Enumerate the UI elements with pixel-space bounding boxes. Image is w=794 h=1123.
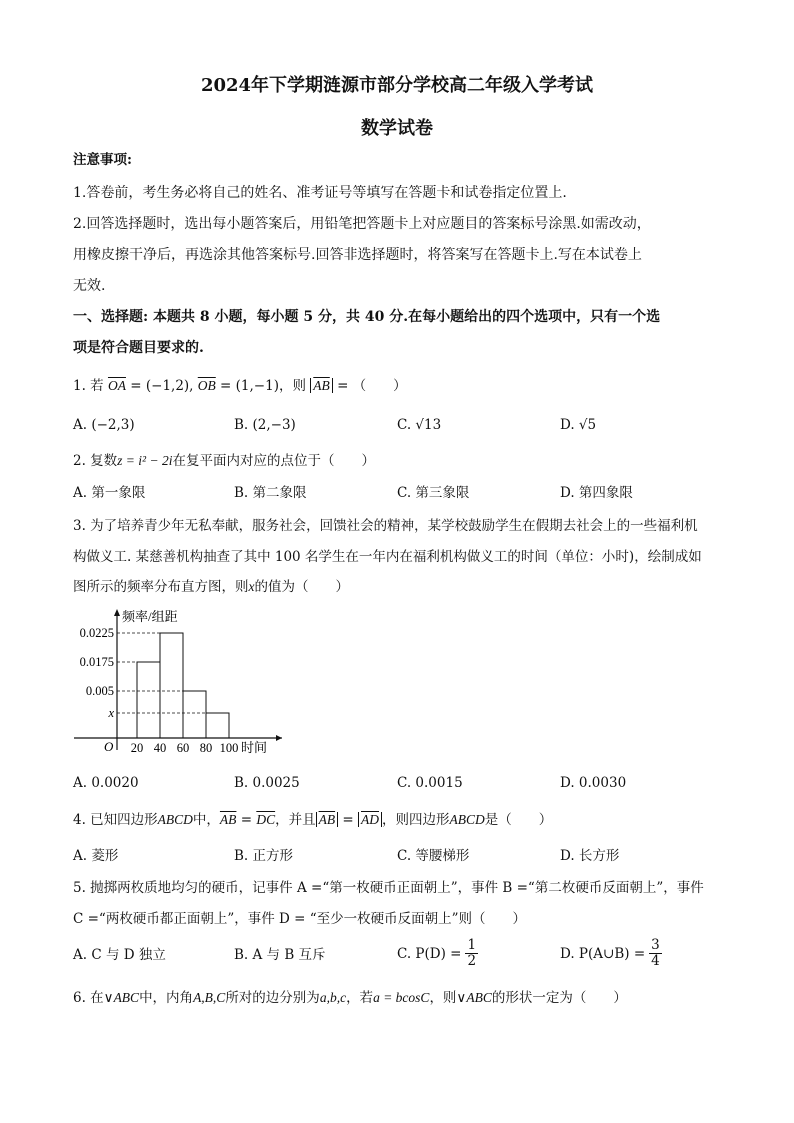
q1-option-c: C. √13 [397, 417, 442, 433]
q2-stem-a: 2. 复数 [73, 453, 118, 469]
y-axis-label: 频率/组距 [122, 609, 178, 624]
q6-a: 6. 在∨ [73, 990, 114, 1006]
histogram-bar [137, 662, 160, 738]
q5-option-b: B. A 与 B 互斥 [234, 947, 326, 963]
q5-option-a: A. C 与 D 独立 [73, 947, 166, 963]
q4-option-a: A. 菱形 [73, 848, 119, 864]
q4-vector-ab: $\overline{AB}$ [219, 812, 237, 827]
y-tick-label: x [108, 706, 114, 720]
q1-ab-magnitude: $\overline{AB}$ [310, 378, 333, 393]
q6-c: 所对的边分别为 [225, 990, 320, 1006]
x-tick-label: 60 [176, 741, 190, 755]
q2-option-d: D. 第四象限 [560, 485, 633, 501]
q1-vector-ob: $\overline{OB}$ [197, 378, 216, 393]
q4-quad: ABCD [157, 812, 193, 827]
q5-option-d-denominator: 4 [651, 953, 660, 969]
q4-option-b: B. 正方形 [234, 848, 294, 864]
question-5-line2: C =“两枚硬币都正面朝上”，事件 D = “至少一枚硬币反面朝上”则（ ） [73, 911, 527, 927]
y-tick-label: 0.0225 [79, 626, 114, 640]
q1-vector-oa: $\overline{OA}$ [107, 378, 126, 393]
x-tick-label: 20 [130, 741, 144, 755]
q4-option-c: C. 等腰梯形 [397, 848, 470, 864]
q1-oa-value: = (−1,2), [125, 378, 194, 394]
notice-item-1: 1.答卷前，考生务必将自己的姓名、准考证号等填写在答题卡和试卷指定位置上. [73, 185, 567, 201]
x-axis-label: 时间 [241, 740, 268, 755]
question-2-stem [73, 451, 375, 471]
q1-option-d: D. √5 [560, 417, 597, 433]
q5-option-c-lhs: C. P(D) = [397, 945, 462, 962]
notice-heading: 注意事项: [73, 152, 132, 168]
question-4-stem [73, 810, 552, 830]
q5-option-d-numerator: 3 [651, 937, 660, 953]
question-3-line3 [73, 577, 349, 597]
q4-option-d: D. 长方形 [560, 848, 620, 864]
q4-eq2: = [338, 812, 358, 828]
histogram-bar [206, 713, 229, 738]
q5-option-c-numerator: 1 [467, 937, 477, 953]
x-tick-label: 80 [199, 741, 213, 755]
q5-option-c-fraction [465, 938, 478, 969]
q6-sides: a,b,c [319, 990, 347, 1005]
q1-option-b: B. (2,−3) [234, 417, 296, 433]
q3-line3-a: 图所示的频率分布直方图，则 [73, 579, 249, 595]
question-5-line1: 5. 抛掷两枚质地均匀的硬币，记事件 A =“第一枚硬币正面朝上”，事件 B =“第二枚硬币反面朝上”，事件 [73, 880, 704, 896]
q4-ad-magnitude: $\overline{AD}$ [358, 812, 382, 827]
x-axis-arrow [276, 735, 282, 741]
y-axis-arrow [114, 609, 120, 616]
q2-stem-b: 在复平面内对应的点位于（ ） [172, 453, 375, 469]
notice-item-2-line2: 用橡皮擦干净后，再选涂其他答案标号.回答非选择题时，将答案写在答题卡上.写在本试卷上 [73, 247, 642, 263]
q1-number: 1. 若 [73, 378, 104, 394]
q5-option-c [397, 938, 478, 969]
y-tick-label: 0.0175 [79, 655, 114, 669]
q5-option-d-lhs: D. P(A∪B) = [560, 945, 646, 962]
question-3-line1: 3. 为了培养青少年无私奉献，服务社会，回馈社会的精神，某学校鼓励学生在假期去社会上的一些福利机 [73, 518, 698, 534]
notice-item-2-line1: 2.回答选择题时，选出每小题答案后，用铅笔把答题卡上对应题目的答案标号涂黑.如需改动， [73, 216, 651, 232]
q3-option-d: D. 0.0030 [560, 775, 627, 791]
q4-stem-c: ，并且 [275, 812, 316, 828]
question-1-stem [73, 376, 407, 396]
q3-option-a: A. 0.0020 [73, 775, 139, 791]
x-tick-label: 40 [153, 741, 167, 755]
q1-then: ，则 [278, 378, 306, 394]
q4-stem-e: 是（ ） [484, 812, 553, 828]
q6-angles: A,B,C [193, 990, 226, 1005]
q6-triangle: ABC [113, 990, 140, 1005]
histogram-bar [183, 691, 206, 738]
q6-e: ，则∨ [429, 990, 467, 1006]
q6-b: 中，内角 [139, 990, 194, 1006]
q4-stem-d: ，则四边形 [382, 812, 450, 828]
q2-option-a: A. 第一象限 [73, 485, 146, 501]
q2-option-b: B. 第二象限 [234, 485, 307, 501]
q3-line3-b: 的值为（ ） [254, 579, 349, 595]
q5-option-d [560, 938, 662, 969]
frequency-histogram [60, 605, 290, 760]
q3-option-b: B. 0.0025 [234, 775, 300, 791]
q2-expression: z = i² − 2i [117, 453, 173, 468]
q1-tail: = （ ） [337, 378, 407, 394]
x-tick-label: 100 [219, 741, 239, 755]
question-3-line2: 构做义工. 某慈善机构抽查了其中 100 名学生在一年内在福利机构做义工的时间（单位：小时)，绘制成如 [73, 549, 702, 565]
exam-subtitle: 数学试卷 [361, 118, 433, 139]
histogram-bar [160, 633, 183, 738]
section1-line1: 一、选择题: 本题共 8 小题，每小题 5 分，共 40 分.在每小题给出的四个选项中，只有一个选 [73, 309, 661, 325]
q4-eq: = [236, 812, 257, 828]
q4-vector-dc: $\overline{DC}$ [256, 812, 276, 827]
q3-option-c: C. 0.0015 [397, 775, 463, 791]
q4-ab-magnitude: $\overline{AB}$ [316, 812, 339, 827]
origin-label: O [104, 739, 114, 754]
q6-condition: a = bcosC [373, 990, 430, 1005]
q3-variable: x [248, 579, 255, 594]
q4-stem-b: 中， [192, 812, 220, 828]
y-tick-label: 0.005 [85, 684, 114, 698]
section1-line2: 项是符合题目要求的. [73, 340, 204, 356]
q6-d: ，若 [346, 990, 374, 1006]
exam-title: 2024年下学期涟源市部分学校高二年级入学考试 [200, 75, 594, 96]
q6-f: 的形状一定为（ ） [491, 990, 627, 1006]
q4-stem-a: 4. 已知四边形 [73, 812, 158, 828]
q1-ob-value: = (1,−1) [215, 378, 279, 394]
q2-option-c: C. 第三象限 [397, 485, 470, 501]
q5-option-d-fraction [649, 938, 662, 969]
question-6-stem [73, 988, 627, 1008]
q6-triangle-2: ABC [466, 990, 492, 1005]
q4-quad-2: ABCD [449, 812, 485, 827]
q5-option-c-denominator: 2 [467, 953, 477, 969]
notice-item-2-line3: 无效. [73, 278, 106, 294]
q1-option-a: A. (−2,3) [73, 417, 135, 433]
